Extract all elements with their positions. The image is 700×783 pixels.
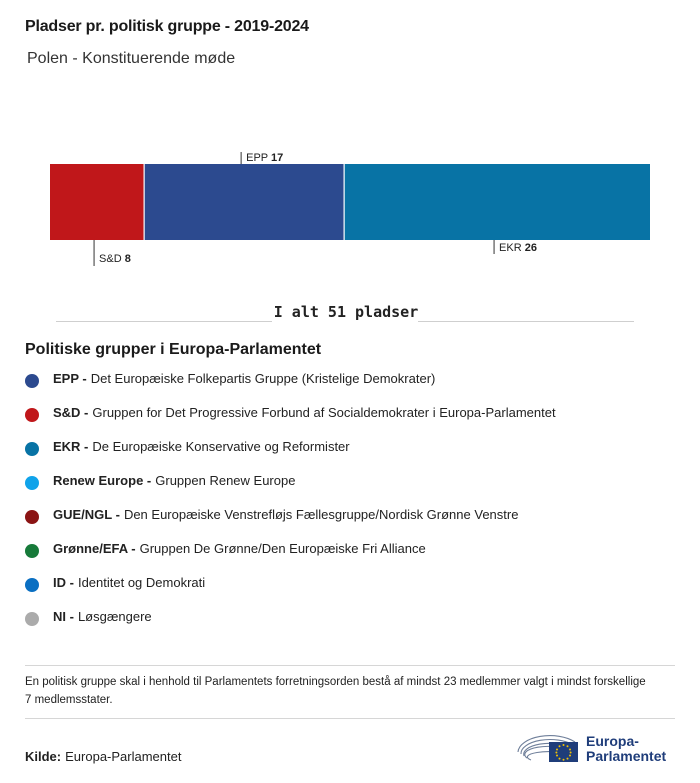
logo-text-line2: Parlamentet	[586, 748, 667, 764]
bar-segment-sd	[50, 164, 144, 240]
legend-abbr: EPP -	[53, 371, 87, 386]
legend-desc: Gruppen for Det Progressive Forbund af Socialdemokrater i Europa-Parlamentet	[92, 405, 556, 420]
source-value: Europa-Parlamentet	[65, 749, 182, 764]
chart-title: Pladser pr. politisk gruppe - 2019-2024	[25, 18, 309, 35]
source-line	[25, 749, 181, 764]
data-label	[99, 253, 131, 265]
legend-abbr: Renew Europe -	[53, 473, 152, 488]
chart-subtitle: Polen - Konstituerende møde	[27, 50, 236, 67]
legend-abbr: Grønne/EFA -	[53, 541, 136, 556]
legend-item	[25, 507, 556, 541]
legend-desc: De Europæiske Konservative og Reformister	[92, 439, 350, 454]
data-label-value: 17	[270, 152, 284, 164]
legend-dot-icon	[25, 374, 39, 388]
data-label-category: EKR	[499, 242, 525, 254]
legend-dot-icon	[25, 578, 39, 592]
data-label-category: S&D	[99, 253, 125, 265]
legend-item	[25, 575, 556, 609]
legend-desc: Gruppen Renew Europe	[155, 473, 296, 488]
legend-item	[25, 439, 556, 473]
legend-abbr: GUE/NGL -	[53, 507, 120, 522]
logo-text-line1: Europa-	[586, 733, 639, 749]
data-label-category: EPP	[246, 152, 271, 164]
legend-desc: Identitet og Demokrati	[77, 575, 206, 590]
legend-item	[25, 609, 556, 643]
legend-item	[25, 405, 556, 439]
legend-title: Politiske grupper i Europa-Parlamentet	[25, 341, 322, 358]
legend-item	[25, 371, 556, 405]
data-label-value: 26	[524, 242, 537, 254]
footnote-divider-top	[25, 665, 675, 666]
legend-abbr: EKR -	[53, 439, 89, 454]
legend-dot-icon	[25, 510, 39, 524]
legend-list	[25, 371, 556, 643]
source-label: Kilde:	[25, 749, 62, 764]
legend-abbr: ID -	[53, 575, 74, 590]
legend-desc: Løsgængere	[77, 609, 152, 624]
total-divider-right	[418, 321, 634, 322]
total-seats-label: I alt 51 pladser	[273, 303, 419, 321]
data-label-value: 8	[124, 253, 131, 265]
legend-dot-icon	[25, 442, 39, 456]
legend-desc: Gruppen De Grønne/Den Europæiske Fri Alliance	[139, 541, 426, 556]
logo-text	[586, 734, 666, 764]
data-label	[499, 242, 537, 254]
legend-desc: Den Europæiske Venstrefløjs Fællesgruppe/Nordisk Grønne Venstre	[123, 507, 519, 522]
legend-dot-icon	[25, 612, 39, 626]
footnote-divider-bottom	[25, 718, 675, 719]
data-label	[246, 152, 283, 164]
legend-abbr: S&D -	[53, 405, 89, 420]
legend-desc: Det Europæiske Folkepartis Gruppe (Kristelige Demokrater)	[90, 371, 436, 386]
seat-bar-chart	[0, 140, 700, 275]
legend-item	[25, 541, 556, 575]
legend-dot-icon	[25, 408, 39, 422]
legend-dot-icon	[25, 544, 39, 558]
legend-abbr: NI -	[53, 609, 74, 624]
bar-segment-ekr	[344, 164, 650, 240]
bar-segment-epp	[144, 164, 344, 240]
footnote: En politisk gruppe skal i henhold til Parlamentets forretningsorden bestå af mindst 23 medlemmer valgt i mindst forskellige 7 medlemsstater.	[25, 676, 646, 706]
legend-item	[25, 473, 556, 507]
legend-dot-icon	[25, 476, 39, 490]
total-divider-left	[56, 321, 272, 322]
